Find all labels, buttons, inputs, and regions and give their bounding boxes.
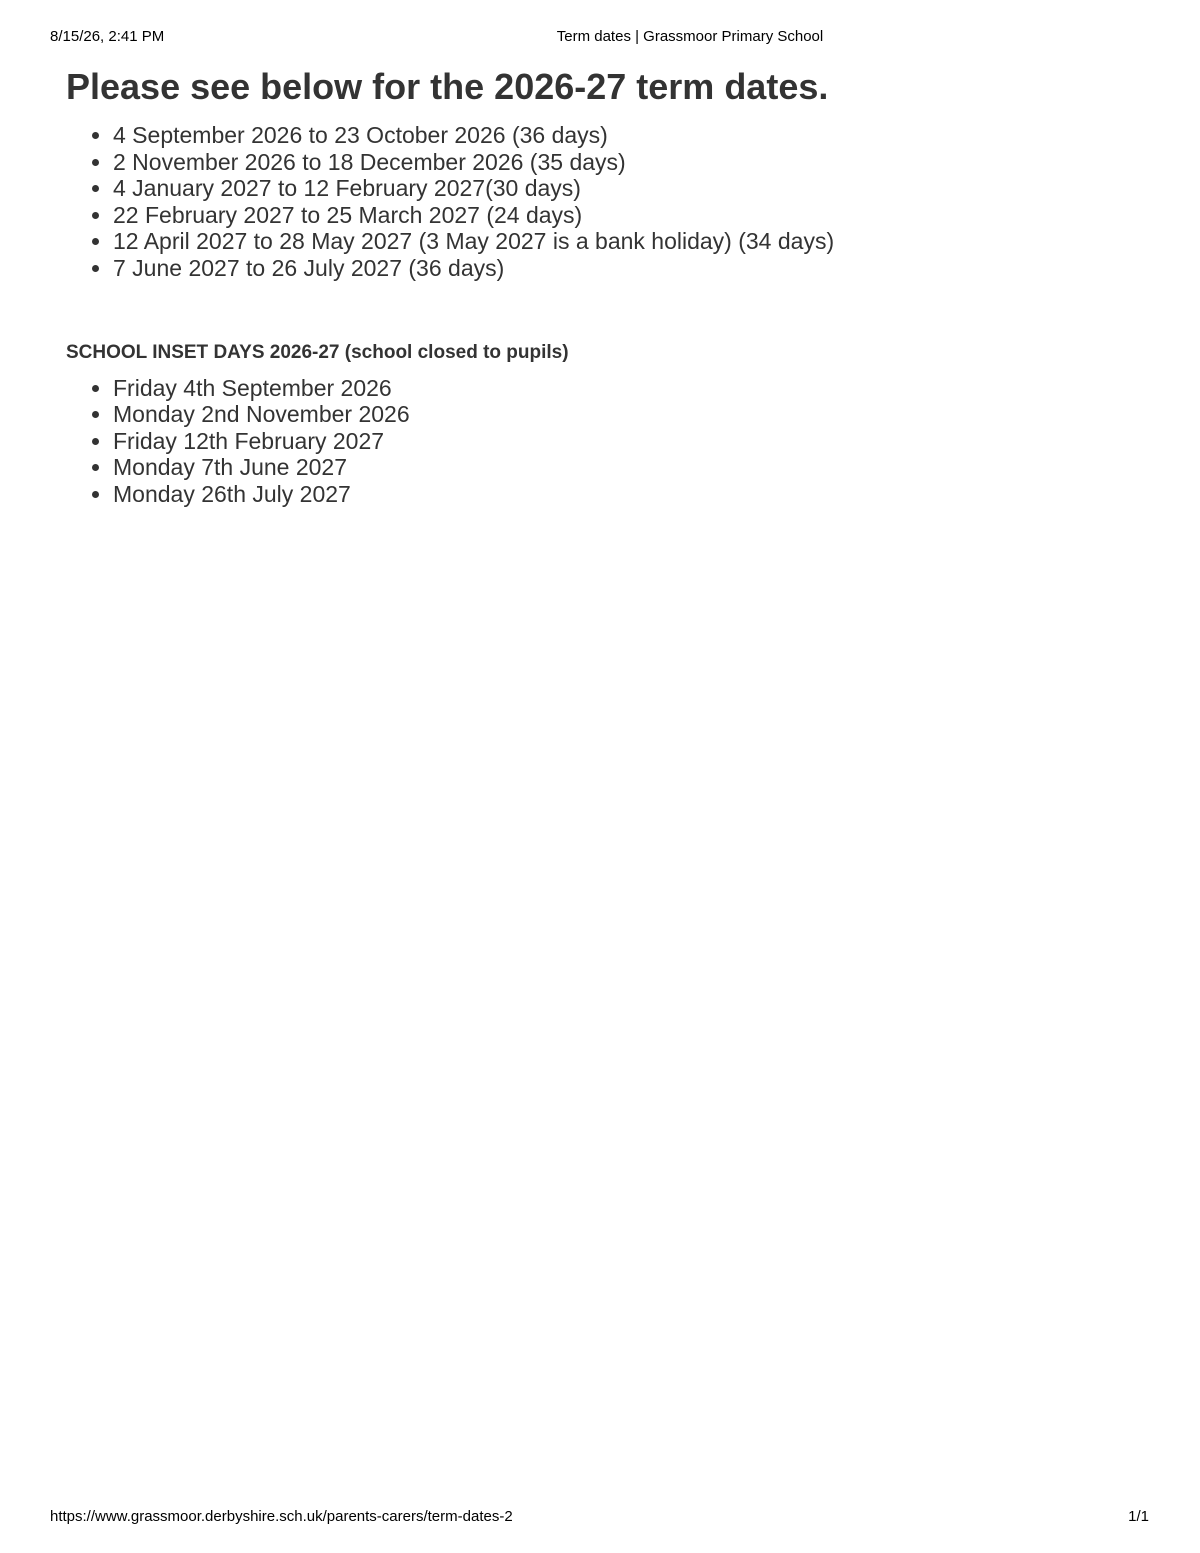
term-date-item: • 4 January 2027 to 12 February 2027(30 days)	[113, 175, 1146, 202]
print-url: https://www.grassmoor.derbyshire.sch.uk/parents-carers/term-dates-2	[50, 1508, 513, 1525]
term-date-item: • 22 February 2027 to 25 March 2027 (24 days)	[113, 202, 1146, 229]
inset-day-item: • Monday 26th July 2027	[113, 481, 1146, 508]
print-date: 8/15/26, 2:41 PM	[50, 28, 165, 45]
inset-days-list	[66, 375, 1146, 508]
inset-day-item: • Monday 2nd November 2026	[113, 401, 1146, 428]
term-dates-list	[66, 122, 1146, 282]
inset-day-item: • Friday 4th September 2026	[113, 375, 1146, 402]
term-date-item: • 7 June 2027 to 26 July 2027 (36 days)	[113, 255, 1146, 282]
print-footer	[0, 1508, 1200, 1528]
term-date-item: • 12 April 2027 to 28 May 2027 (3 May 2027 is a bank holiday) (34 days)	[113, 228, 1146, 255]
inset-days-heading: SCHOOL INSET DAYS 2026-27 (school closed to pupils)	[66, 341, 569, 363]
print-header	[0, 28, 1200, 48]
inset-day-item: • Monday 7th June 2027	[113, 454, 1146, 481]
term-date-item: • 4 September 2026 to 23 October 2026 (36 days)	[113, 122, 1146, 149]
page-title: Please see below for the 2026-27 term dates.	[66, 66, 829, 107]
main-content	[66, 64, 1146, 508]
page-number: 1/1	[1128, 1508, 1149, 1525]
print-page-title: Term dates | Grassmoor Primary School	[556, 28, 824, 45]
inset-day-item: • Friday 12th February 2027	[113, 428, 1146, 455]
term-date-item: • 2 November 2026 to 18 December 2026 (35 days)	[113, 149, 1146, 176]
